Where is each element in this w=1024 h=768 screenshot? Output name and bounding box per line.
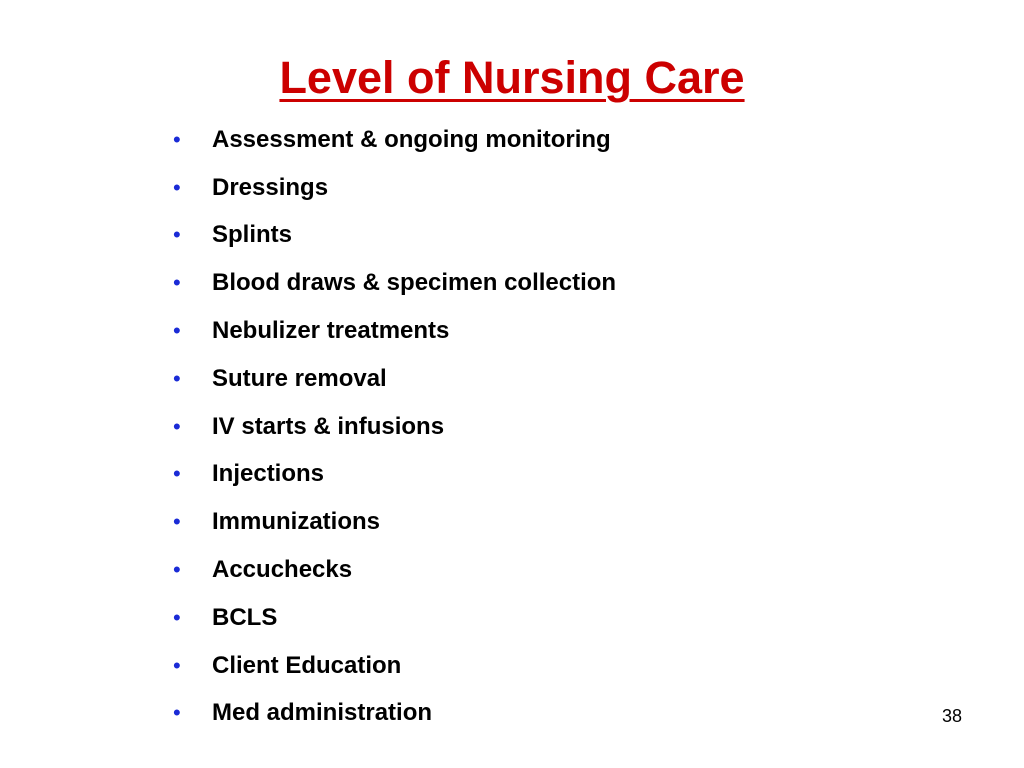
bullet-icon: • (173, 413, 181, 439)
list-item-text: Blood draws & specimen collection (212, 269, 617, 297)
list-item (170, 642, 616, 690)
bullet-icon: • (173, 557, 181, 583)
slide-title-text: Level of Nursing Care (279, 52, 745, 103)
list-item-text: IV starts & infusions (212, 412, 445, 440)
page-number: 38 (941, 706, 962, 726)
list-item-text: Client Education (212, 651, 402, 679)
list-item-text: Immunizations (212, 508, 381, 536)
list-item (170, 690, 616, 738)
list-item (170, 355, 616, 403)
list-item (170, 307, 616, 355)
list-item-text: Suture removal (212, 364, 387, 392)
list-item-text: Assessment & ongoing monitoring (212, 125, 611, 153)
bullet-icon: • (173, 365, 181, 391)
bullet-icon: • (173, 222, 181, 248)
list-item (170, 164, 616, 212)
list-item-text: Splints (212, 221, 293, 249)
bullet-icon: • (173, 174, 181, 200)
bullet-icon: • (173, 652, 181, 678)
bullet-icon: • (173, 126, 181, 152)
list-item (170, 498, 616, 546)
bullet-icon: • (173, 509, 181, 535)
bullet-icon: • (173, 700, 181, 726)
list-item-text: Dressings (212, 173, 329, 201)
list-item (170, 451, 616, 499)
list-item (170, 212, 616, 260)
list-item-text: Accuchecks (212, 556, 353, 584)
bullet-icon: • (173, 604, 181, 630)
list-item (170, 546, 616, 594)
slide-title (0, 50, 1024, 106)
bullet-list (170, 116, 616, 737)
list-item-text: Nebulizer treatments (212, 317, 450, 345)
list-item (170, 594, 616, 642)
list-item (170, 116, 616, 164)
list-item-text: BCLS (212, 603, 278, 631)
bullet-icon: • (173, 270, 181, 296)
list-item-text: Med administration (212, 699, 433, 727)
bullet-icon: • (173, 318, 181, 344)
list-item (170, 403, 616, 451)
bullet-icon: • (173, 461, 181, 487)
list-item-text: Injections (212, 460, 325, 488)
list-item (170, 259, 616, 307)
